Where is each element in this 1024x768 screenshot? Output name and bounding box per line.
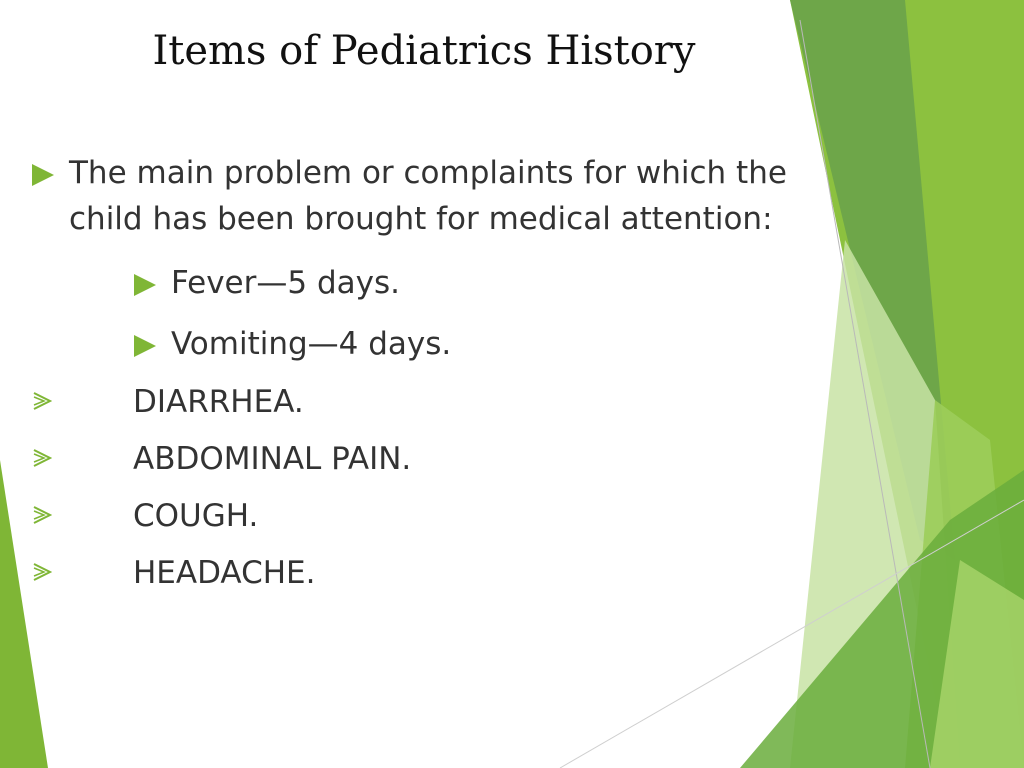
sub-bullet-fever [134,262,400,304]
check-item-text: COUGH. [133,498,259,534]
check-item-text: HEADACHE. [133,555,316,591]
check-item-text: DIARRHEA. [133,384,304,420]
main-bullet [32,150,832,242]
triangle-right-icon [32,164,54,186]
checkmark-arrow-icon [32,562,52,582]
sub-bullet-vomiting [134,323,451,365]
sub-bullet-text: Fever—5 days. [171,265,400,301]
checkmark-arrow-icon [32,448,52,468]
main-bullet-text: The main problem or complaints for which the child has been brought for medical attention: [69,155,787,237]
triangle-right-icon [134,335,156,357]
checkmark-arrow-icon [32,391,52,411]
slide-title: Items of Pediatrics History [152,28,696,74]
triangle-right-icon [134,274,156,296]
sub-bullet-text: Vomiting—4 days. [171,326,452,362]
checkmark-arrow-icon [32,505,52,525]
check-item-text: ABDOMINAL PAIN. [133,441,412,477]
